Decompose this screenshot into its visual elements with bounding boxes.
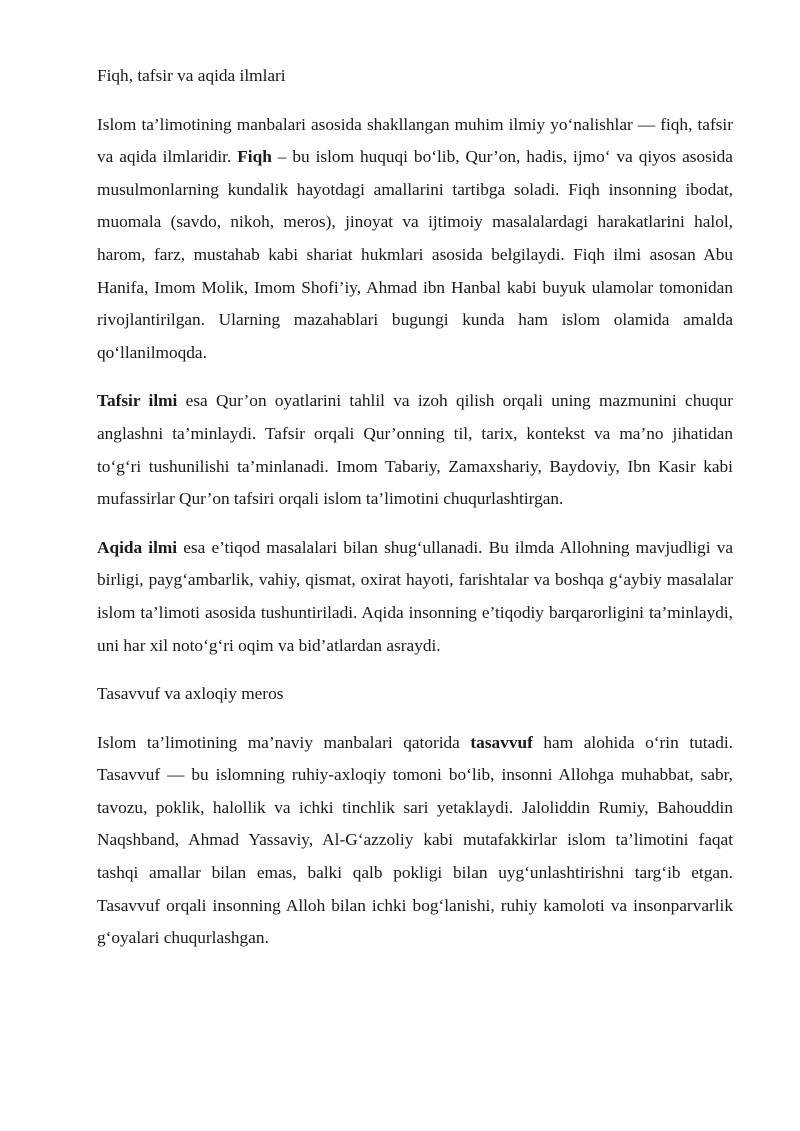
- section-heading-fiqh: Fiqh, tafsir va aqida ilmlari: [97, 66, 286, 85]
- paragraph-text: Islom ta’limotining manbalari asosida shakllangan muhim ilmiy yo‘nalishlar — fiqh, tafsir va aqida ilmlaridir.: [97, 114, 733, 167]
- paragraph-text: Islom ta’limotining ma’naviy manbalari qatorida: [97, 732, 471, 752]
- bold-term-tasavvuf: tasavvuf: [470, 732, 533, 752]
- paragraph-text: – bu islom huquqi bo‘lib, Qur’on, hadis, ijmo‘ va qiyos asosida musulmonlarning kundalik hayotdagi amallarini tartibga soladi. Fiqh insonning ibodat, muomala (savdo, nikoh, meros), jinoyat va ijtimoiy masalalardagi harakatlarini halol, harom, farz, mustahab kabi shariat hukmlari asosida belgilaydi. Fiqh ilmi asosan Abu Hanifa, Imom Molik, Imom Shofi’iy, Ahmad ibn Hanbal kabi buyuk ulamolar tomonidan rivojlantirilgan. Ularning mazahablari bugungi kunda ham islom olamida amalda qo‘llanilmoqda.: [97, 147, 733, 362]
- paragraph-tasavvuf: [97, 727, 733, 955]
- paragraph-tafsir: [97, 385, 733, 515]
- paragraph-text: ham alohida o‘rin tutadi. Tasavvuf — bu islomning ruhiy-axloqiy tomoni bo‘lib, insonni Allohga muhabbat, sabr, tavozu, poklik, halollik va ichki tinchlik sari yetaklaydi. Jaloliddin Rumiy, Bahouddin Naqshband, Ahmad Yassaviy, Al-G‘azzoliy kabi mutafakkirlar islom ta’limotini faqat tashqi amallar bilan emas, balki qalb pokligi bilan uyg‘unlashtirishni targ‘ib etgan. Tasavvuf orqali insonning Alloh bilan ichki bog‘lanishi, ruhiy kamoloti va insonparvarlik g‘oyalari chuqurlashgan.: [97, 732, 733, 948]
- paragraph-fiqh: [97, 109, 733, 370]
- section-heading-tasavvuf: Tasavvuf va axloqiy meros: [97, 684, 284, 704]
- bold-term-fiqh: Fiqh: [237, 147, 272, 167]
- bold-term-aqida: Aqida ilmi: [97, 537, 178, 557]
- document-page: [97, 60, 733, 955]
- paragraph-aqida: [97, 532, 733, 662]
- paragraph-text: esa Qur’on oyatlarini tahlil va izoh qilish orqali uning mazmunini chuqur anglashni ta’minlaydi. Tafsir orqali Qur’onning til, tarix, kontekst va ma’no jihatidan to‘g‘ri tushunilishi ta’minlanadi. Imom Tabariy, Zamaxshariy, Baydoviy, Ibn Kasir kabi mufassirlar Qur’on tafsiri orqali islom ta’limotini chuqurlashtirgan.: [97, 391, 734, 509]
- bold-term-tafsir: Tafsir ilmi: [97, 391, 178, 411]
- paragraph-text: esa e’tiqod masalalari bilan shug‘ullanadi. Bu ilmda Allohning mavjudligi va birligi, payg‘ambarlik, vahiy, qismat, oxirat hayoti, farishtalar va boshqa g‘aybiy masalalar islom ta’limoti asosida tushuntiriladi. Aqida insonning e’tiqodiy barqarorligini ta’minlaydi, uni har xil noto‘g‘ri oqim va bid’atlardan asraydi.: [97, 537, 734, 655]
